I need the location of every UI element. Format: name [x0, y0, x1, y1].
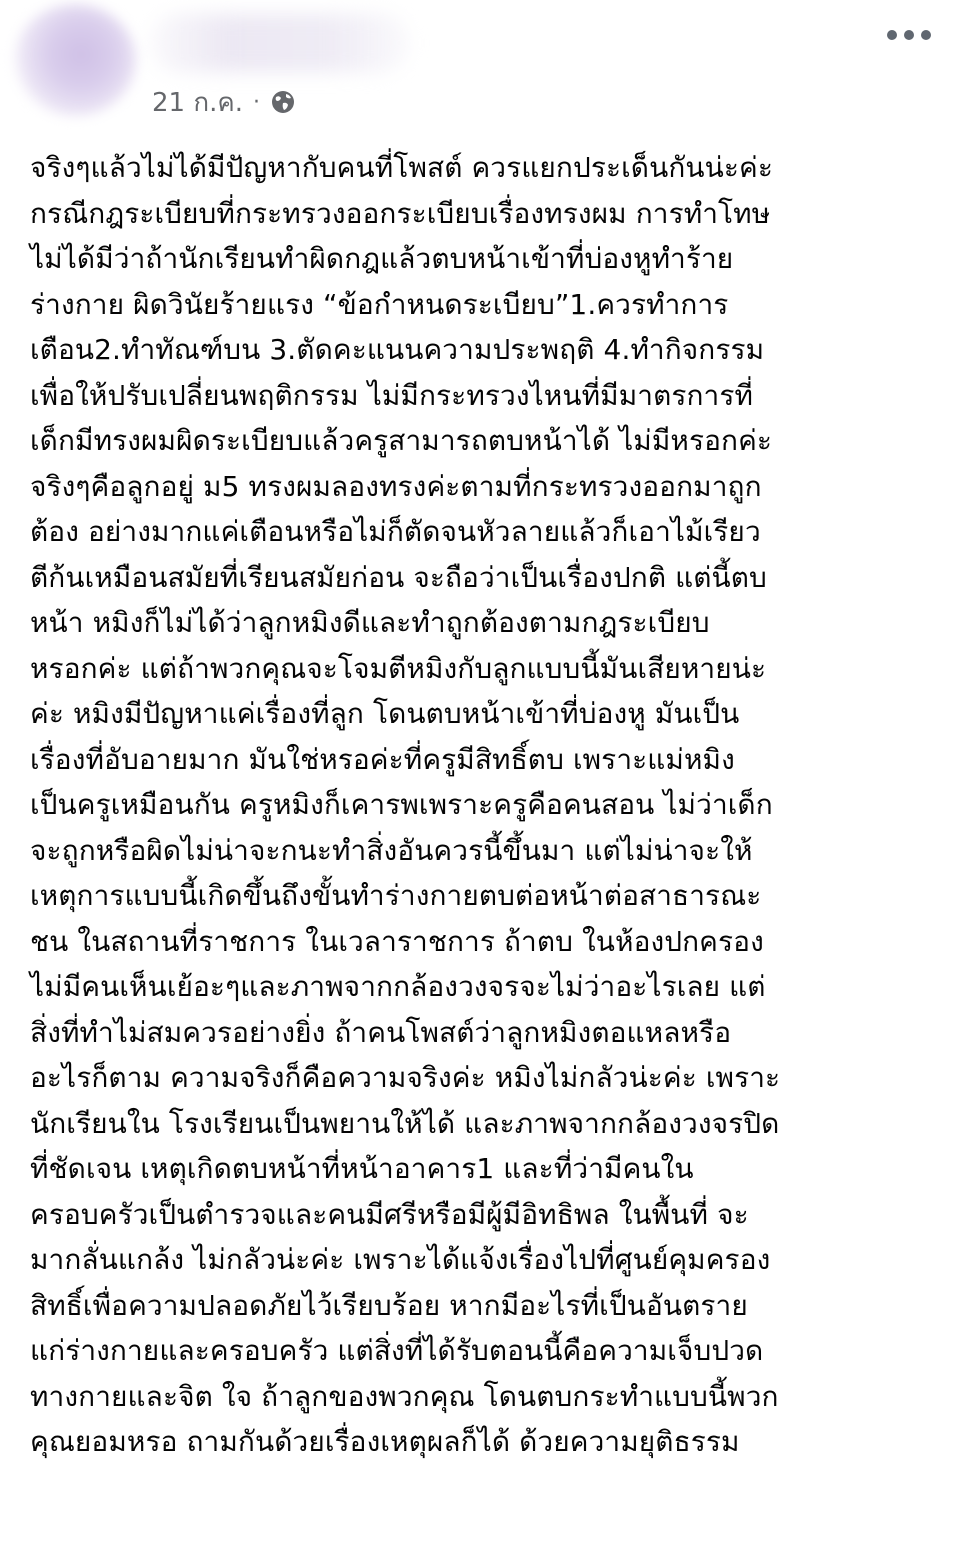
post-body-text: [30, 145, 935, 1465]
post-text-line: ครอบครัวเป็นตำรวจและคนมีศรีหรือมีผู้มีอิทธิพล ในพื้นที่ จะ: [30, 1197, 749, 1231]
post-text-line: กรณีกฎระเบียบที่กระทรวงออกระเบียบเรื่องทรงผม การทำโทษ: [30, 196, 771, 230]
post-text-line: ไม่ได้มีว่าถ้านักเรียนทำผิดกฎแล้วตบหน้าเข้าที่บ่องหูทำร้าย: [30, 242, 734, 275]
post-text-line: สิทธิ์เพื่อความปลอดภัยไว้เรียบร้อย หากมีอะไรที่เป็นอันตราย: [30, 1288, 748, 1322]
post-text-line: ทางกายและจิต ใจ ถ้าลูกของพวกคุณ โดนตบกระทำแบบนี้พวก: [30, 1379, 779, 1413]
globe-icon[interactable]: [270, 89, 296, 115]
post-text-line: เด็กมีทรงผมผิดระเบียบแล้วครูสามารถตบหน้าได้ ไม่มีหรอกค่ะ: [30, 424, 773, 457]
post-meta: [152, 82, 296, 122]
post-text-line: ต้อง อย่างมากแค่เตือนหรือไม่ก็ตัดจนหัวลายแล้วก็เอาไม้เรียว: [30, 515, 761, 548]
more-options-icon[interactable]: [887, 30, 931, 40]
post-text-line: เตือน2.ทำทัณฑ์บน 3.ตัดคะแนนความประพฤติ 4.ทำกิจกรรม: [30, 333, 765, 366]
post-text-line: ที่ชัดเจน เหตุเกิดตบหน้าที่หน้าอาคาร1 และที่ว่ามีคนใน: [30, 1152, 694, 1185]
post-text-line: ค่ะ หมิงมีปัญหาแค่เรื่องที่ลูก โดนตบหน้าเข้าที่บ่องหู มันเป็น: [30, 697, 740, 730]
post-text-line: จะถูกหรือผิดไม่น่าจะกนะทำสิ่งอันควรนี้ขึ้นมา แต่ไม่น่าจะให้: [30, 833, 753, 867]
post-text-line: เหตุการแบบนี้เกิดขึ้นถึงขั้นทำร่างกายตบต่อหน้าต่อสาธารณะ: [30, 879, 762, 912]
post-text-line: หน้า หมิงก็ไม่ได้ว่าลูกหมิงดีและทำถูกต้องตามกฎระเบียบ: [30, 606, 710, 639]
post-text-line: จริงๆแล้วไม่ได้มีปัญหากับคนที่โพสต์ ควรแยกประเด็นกันน่ะค่ะ: [30, 151, 773, 184]
post-text-line: นักเรียนใน โรงเรียนเป็นพยานให้ได้ และภาพจากกล้องวงจรปิด: [30, 1106, 780, 1140]
avatar[interactable]: [14, 4, 136, 116]
meta-separator: ·: [253, 89, 261, 115]
post-text-line: ตีก้นเหมือนสมัยที่เรียนสมัยก่อน จะถือว่าเป็นเรื่องปกติ แต่นี้ตบ: [30, 560, 767, 594]
post-text-line: เป็นครูเหมือนกัน ครูหมิงก็เคารพเพราะครูคือคนสอน ไม่ว่าเด็ก: [30, 788, 773, 821]
post-text-line: อะไรก็ตาม ความจริงก็คือความจริงค่ะ หมิงไม่กลัวน่ะค่ะ เพราะ: [30, 1061, 781, 1094]
author-name-redacted[interactable]: [150, 14, 410, 72]
post-text-line: หรอกค่ะ แต่ถ้าพวกคุณจะโจมตีหมิงกับลูกแบบนี้มันเสียหายน่ะ: [30, 651, 767, 685]
post-timestamp[interactable]: 21 ก.ค.: [152, 87, 244, 118]
post-text-line: เพื่อให้ปรับเปลี่ยนพฤติกรรม ไม่มีกระทรวงไหนที่มีมาตรการที่: [30, 378, 754, 412]
post-text-line: ไม่มีคนเห็นเย้อะๆและภาพจากกล้องวงจรจะไม่ว่าอะไรเลย แต่: [30, 970, 766, 1003]
post-text-line: แก่ร่างกายและครอบครัว แต่สิ่งที่ได้รับตอนนี้คือความเจ็บปวด: [30, 1334, 764, 1367]
post-text-line: จริงๆคือลูกอยู่ ม5 ทรงผมลองทรงค่ะตามที่กระทรวงออกมาถูก: [30, 469, 762, 503]
post-text-line: เรื่องที่อับอายมาก มันใช่หรอค่ะที่ครูมีสิทธิ์ตบ เพราะแม่หมิง: [30, 742, 735, 776]
post-text-line: มากลั่นแกล้ง ไม่กลัวน่ะค่ะ เพราะได้แจ้งเรื่องไปที่ศูนย์คุมครอง: [30, 1243, 771, 1276]
post-text-line: สิ่งที่ทำไม่สมควรอย่างยิ่ง ถ้าคนโพสต์ว่าลูกหมิงตอแหลหรือ: [30, 1015, 732, 1049]
post-text-line: คุณยอมหรอ ถามกันด้วยเรื่องเหตุผลก็ได้ ด้วยความยุติธรรม: [30, 1425, 740, 1458]
post-text-line: ชน ในสถานที่ราชการ ในเวลาราชการ ถ้าตบ ในห้องปกครอง: [30, 924, 764, 958]
post-text-line: ร่างกาย ผิดวินัยร้ายแรง “ข้อกำหนดระเบียบ”1.ควรทำการ: [30, 287, 729, 321]
